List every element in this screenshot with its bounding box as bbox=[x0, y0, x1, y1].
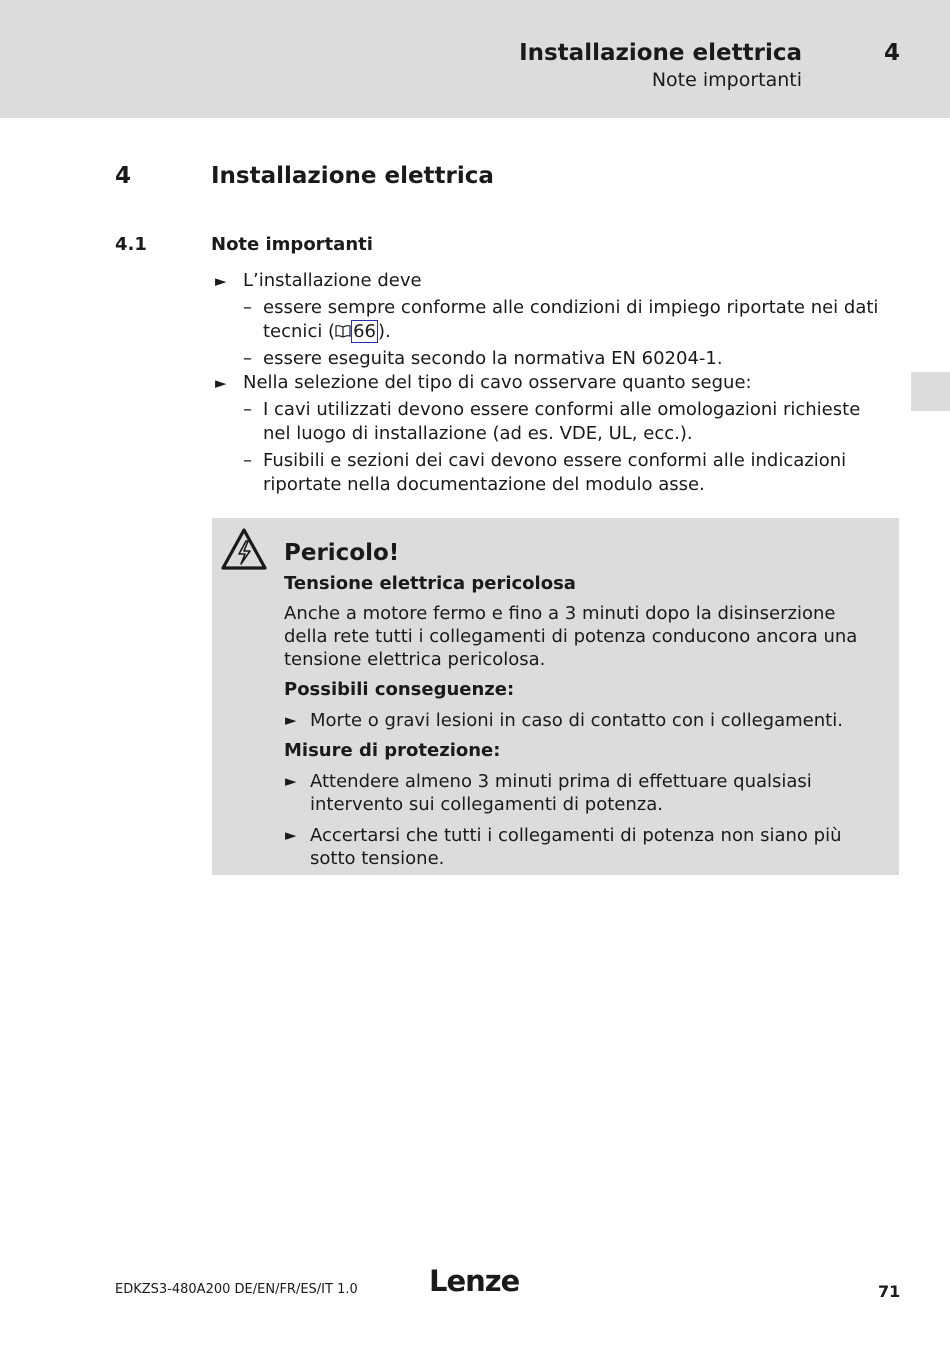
lenze-logo: Lenze bbox=[429, 1264, 520, 1298]
header-title: Installazione elettrica bbox=[519, 40, 802, 66]
dash-item bbox=[212, 398, 884, 446]
page-header bbox=[0, 0, 950, 118]
section-number: 4 bbox=[115, 163, 132, 189]
dash-bullet-icon: – bbox=[243, 399, 252, 420]
measures-heading: Misure di protezione: bbox=[284, 740, 501, 761]
header-chapter-number: 4 bbox=[884, 40, 901, 66]
requirements-list bbox=[212, 269, 884, 497]
bullet-item bbox=[212, 371, 884, 395]
triangle-bullet-icon: ► bbox=[285, 711, 297, 729]
chapter-side-tab bbox=[911, 372, 950, 411]
section-title: Installazione elettrica bbox=[211, 163, 494, 189]
dash-text: essere sempre conforme alle condizioni di impiego riportate nei dati tecnici ( bbox=[263, 297, 879, 342]
bullet-text: L’installazione deve bbox=[243, 270, 422, 291]
warning-subtitle: Tensione elettrica pericolosa bbox=[284, 573, 576, 594]
dash-text: essere eseguita secondo la normativa EN 60204-1. bbox=[263, 348, 723, 369]
triangle-bullet-icon: ► bbox=[215, 272, 227, 290]
measure-item: ► Attendere almeno 3 minuti prima di effettuare qualsiasi intervento sui collegamenti di potenza. bbox=[285, 771, 812, 815]
dash-text-suffix: ). bbox=[378, 321, 391, 342]
consequences-heading: Possibili conseguenze: bbox=[284, 679, 515, 700]
page-number: 71 bbox=[878, 1282, 901, 1301]
measure-item: ► Accertarsi che tutti i collegamenti di potenza non siano più sotto tensione. bbox=[285, 825, 842, 869]
book-icon bbox=[335, 324, 351, 338]
header-subtitle: Note importanti bbox=[651, 69, 802, 91]
bullet-item bbox=[212, 269, 884, 293]
danger-warning-box bbox=[212, 518, 899, 875]
subsection-number: 4.1 bbox=[115, 234, 147, 255]
dash-text: I cavi utilizzati devono essere conformi alle omologazioni richieste nel luogo di installazione (ad es. VDE, UL, ecc.). bbox=[263, 399, 861, 444]
warning-title: Pericolo! bbox=[284, 540, 400, 566]
document-code: EDKZS3-480A200 DE/EN/FR/ES/IT 1.0 bbox=[115, 1282, 358, 1297]
dash-text: Fusibili e sezioni dei cavi devono essere conformi alle indicazioni riportate nella documentazione del modulo asse. bbox=[263, 450, 847, 495]
dash-bullet-icon: – bbox=[243, 348, 252, 369]
dash-item bbox=[212, 347, 884, 371]
page-reference-link[interactable]: 66 bbox=[353, 321, 376, 342]
consequence-item: ► Morte o gravi lesioni in caso di contatto con i collegamenti. bbox=[285, 710, 843, 731]
subsection-title: Note importanti bbox=[211, 234, 373, 255]
triangle-bullet-icon: ► bbox=[215, 374, 227, 392]
warning-description: Anche a motore fermo e fino a 3 minuti dopo la disinserzione della rete tutti i collegamenti di potenza conducono ancora una tensione elettrica pericolosa. bbox=[284, 603, 858, 670]
dash-item bbox=[212, 449, 884, 497]
bullet-text: Nella selezione del tipo di cavo osservare quanto segue: bbox=[243, 372, 752, 393]
triangle-bullet-icon: ► bbox=[285, 772, 297, 790]
high-voltage-warning-icon bbox=[220, 527, 268, 571]
dash-item bbox=[212, 296, 884, 344]
triangle-bullet-icon: ► bbox=[285, 826, 297, 844]
dash-bullet-icon: – bbox=[243, 297, 252, 318]
dash-bullet-icon: – bbox=[243, 450, 252, 471]
